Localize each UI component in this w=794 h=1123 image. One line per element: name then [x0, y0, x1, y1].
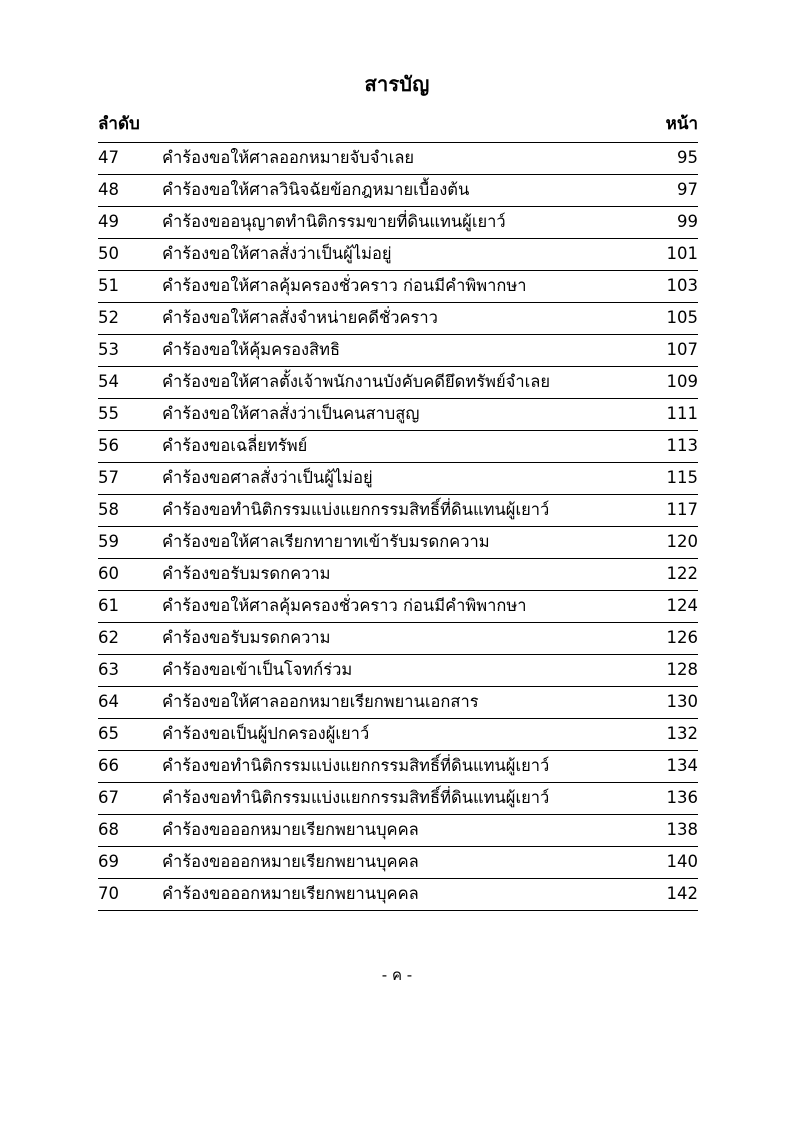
row-index: 48: [98, 175, 162, 207]
table-row: [98, 847, 698, 879]
row-page-number: 140: [608, 847, 698, 879]
row-page-number: 142: [608, 879, 698, 911]
row-title: คำร้องขอเข้าเป็นโจทก์ร่วม: [162, 655, 608, 687]
row-title: คำร้องขอให้ศาลตั้งเจ้าพนักงานบังคับคดียึดทรัพย์จำเลย: [162, 367, 608, 399]
row-title: คำร้องขอให้ศาลเรียกทายาทเข้ารับมรดกความ: [162, 527, 608, 559]
page-footer-marker: - ค -: [381, 966, 413, 984]
row-title: คำร้องขอรับมรดกความ: [162, 623, 608, 655]
row-page-number: 126: [608, 623, 698, 655]
column-header-index: ลำดับ: [98, 114, 140, 134]
row-title: คำร้องขอทำนิติกรรมแบ่งแยกกรรมสิทธิ์ที่ดินแทนผู้เยาว์: [162, 751, 608, 783]
row-title: คำร้องขอให้ศาลคุ้มครองชั่วคราว ก่อนมีคำพิพากษา: [162, 271, 608, 303]
row-title: คำร้องขอศาลสั่งว่าเป็นผู้ไม่อยู่: [162, 463, 608, 495]
row-index: 53: [98, 335, 162, 367]
toc-table: [98, 113, 698, 911]
toc-table-header: [98, 113, 698, 143]
row-title: คำร้องขอทำนิติกรรมแบ่งแยกกรรมสิทธิ์ที่ดินแทนผู้เยาว์: [162, 783, 608, 815]
table-of-contents: [98, 113, 698, 911]
table-row: [98, 207, 698, 239]
row-index: 65: [98, 719, 162, 751]
row-index: 52: [98, 303, 162, 335]
row-title: คำร้องขอให้ศาลออกหมายจับจำเลย: [162, 143, 608, 175]
row-title: คำร้องขอเฉลี่ยทรัพย์: [162, 431, 608, 463]
row-page-number: 130: [608, 687, 698, 719]
table-row: [98, 367, 698, 399]
row-index: 49: [98, 207, 162, 239]
row-title: คำร้องขอให้ศาลออกหมายเรียกพยานเอกสาร: [162, 687, 608, 719]
row-page-number: 120: [608, 527, 698, 559]
table-row: [98, 303, 698, 335]
table-row: [98, 751, 698, 783]
row-page-number: 103: [608, 271, 698, 303]
row-index: 54: [98, 367, 162, 399]
row-title: คำร้องขอให้ศาลวินิจฉัยข้อกฎหมายเบื้องต้น: [162, 175, 608, 207]
row-index: 60: [98, 559, 162, 591]
row-index: 56: [98, 431, 162, 463]
row-index: 68: [98, 815, 162, 847]
row-page-number: 99: [608, 207, 698, 239]
row-page-number: 97: [608, 175, 698, 207]
table-row: [98, 559, 698, 591]
table-row: [98, 495, 698, 527]
row-page-number: 109: [608, 367, 698, 399]
row-title: คำร้องขอออกหมายเรียกพยานบุคคล: [162, 815, 608, 847]
table-row: [98, 783, 698, 815]
row-page-number: 122: [608, 559, 698, 591]
row-index: 47: [98, 143, 162, 175]
table-row: [98, 527, 698, 559]
row-index: 61: [98, 591, 162, 623]
row-title: คำร้องขอให้ศาลคุ้มครองชั่วคราว ก่อนมีคำพิพากษา: [162, 591, 608, 623]
row-index: 50: [98, 239, 162, 271]
row-title: คำร้องขอออกหมายเรียกพยานบุคคล: [162, 879, 608, 911]
table-row: [98, 143, 698, 175]
row-title: คำร้องขอเป็นผู้ปกครองผู้เยาว์: [162, 719, 608, 751]
row-page-number: 101: [608, 239, 698, 271]
row-title: คำร้องขอให้ศาลสั่งจำหน่ายคดีชั่วคราว: [162, 303, 608, 335]
row-title: คำร้องขอให้ศาลสั่งว่าเป็นผู้ไม่อยู่: [162, 239, 608, 271]
table-row: [98, 655, 698, 687]
row-title: คำร้องขอรับมรดกความ: [162, 559, 608, 591]
row-index: 62: [98, 623, 162, 655]
table-row: [98, 879, 698, 911]
row-page-number: 134: [608, 751, 698, 783]
table-row: [98, 335, 698, 367]
row-index: 69: [98, 847, 162, 879]
row-title: คำร้องขอให้ศาลสั่งว่าเป็นคนสาบสูญ: [162, 399, 608, 431]
row-index: 57: [98, 463, 162, 495]
row-index: 55: [98, 399, 162, 431]
row-index: 58: [98, 495, 162, 527]
toc-table-body: [98, 143, 698, 911]
table-row: [98, 719, 698, 751]
row-page-number: 124: [608, 591, 698, 623]
row-page-number: 115: [608, 463, 698, 495]
table-row: [98, 175, 698, 207]
table-row: [98, 271, 698, 303]
row-page-number: 128: [608, 655, 698, 687]
column-header-title: [162, 113, 608, 143]
row-index: 66: [98, 751, 162, 783]
row-title: คำร้องขอออกหมายเรียกพยานบุคคล: [162, 847, 608, 879]
row-page-number: 95: [608, 143, 698, 175]
table-row: [98, 591, 698, 623]
row-page-number: 105: [608, 303, 698, 335]
table-row: [98, 431, 698, 463]
row-page-number: 111: [608, 399, 698, 431]
row-title: คำร้องขอให้คุ้มครองสิทธิ: [162, 335, 608, 367]
row-index: 64: [98, 687, 162, 719]
table-row: [98, 463, 698, 495]
header-row: [98, 113, 698, 143]
row-title: คำร้องขออนุญาตทำนิติกรรมขายที่ดินแทนผู้เยาว์: [162, 207, 608, 239]
table-row: [98, 815, 698, 847]
row-index: 70: [98, 879, 162, 911]
row-page-number: 138: [608, 815, 698, 847]
column-header-page: หน้า: [665, 114, 698, 134]
row-index: 59: [98, 527, 162, 559]
row-page-number: 117: [608, 495, 698, 527]
table-row: [98, 623, 698, 655]
table-row: [98, 687, 698, 719]
row-page-number: 132: [608, 719, 698, 751]
row-page-number: 136: [608, 783, 698, 815]
row-index: 51: [98, 271, 162, 303]
row-title: คำร้องขอทำนิติกรรมแบ่งแยกกรรมสิทธิ์ที่ดินแทนผู้เยาว์: [162, 495, 608, 527]
row-page-number: 107: [608, 335, 698, 367]
page-title: สารบัญ: [364, 72, 430, 96]
row-index: 63: [98, 655, 162, 687]
table-row: [98, 239, 698, 271]
row-index: 67: [98, 783, 162, 815]
table-row: [98, 399, 698, 431]
row-page-number: 113: [608, 431, 698, 463]
